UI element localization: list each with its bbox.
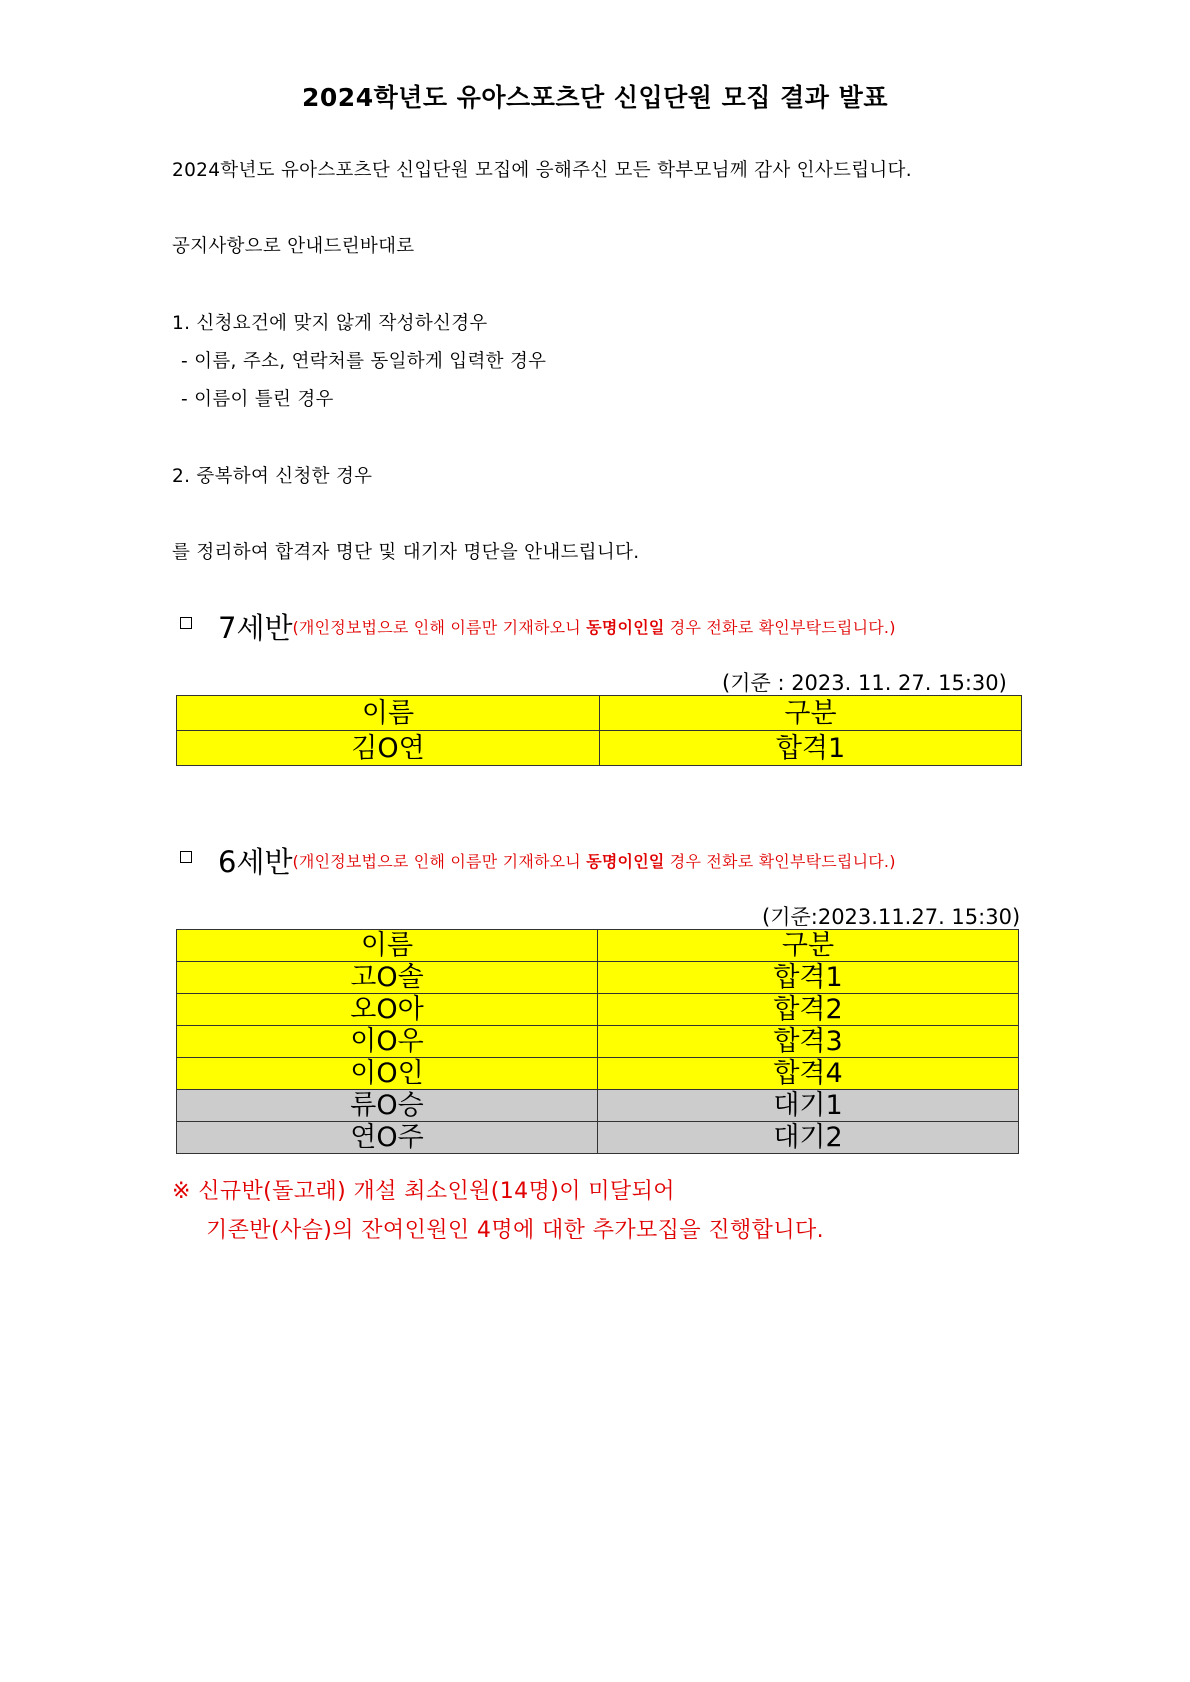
- square-bullet-icon: [180, 851, 192, 863]
- table-header-row: [177, 930, 1019, 962]
- table-row: [177, 1122, 1019, 1154]
- row-name: 연O주: [177, 1122, 598, 1154]
- criteria-item-1-sub-2: - 이름이 틀린 경우: [181, 389, 334, 410]
- privacy-note: (개인정보법으로 인해 이름만 기재하오니 동명이인일 경우 전화로 확인부탁드립니다.): [292, 618, 896, 637]
- square-bullet-icon: [180, 617, 192, 629]
- row-status: 합격1: [600, 731, 1022, 766]
- header-status: 구분: [598, 930, 1019, 962]
- row-name: 이O우: [177, 1026, 598, 1058]
- intro-text: 2024학년도 유아스포츠단 신입단원 모집에 응해주신 모든 학부모님께 감사 인사드립니다.: [172, 160, 912, 181]
- table-row: [177, 962, 1019, 994]
- section-label: 7세반: [218, 611, 293, 645]
- privacy-note: (개인정보법으로 인해 이름만 기재하오니 동명이인일 경우 전화로 확인부탁드립니다.): [292, 852, 896, 871]
- table-row: [177, 1090, 1019, 1122]
- table-row: [177, 1026, 1019, 1058]
- criteria-item-1-sub-1: - 이름, 주소, 연락처를 동일하게 입력한 경우: [181, 351, 547, 372]
- notice-text: 공지사항으로 안내드린바대로: [172, 236, 415, 257]
- result-table-6: [176, 929, 1019, 1154]
- row-name: 이O인: [177, 1058, 598, 1090]
- basis-date: (기준 : 2023. 11. 27. 15:30): [722, 671, 1007, 695]
- row-status: 합격2: [598, 994, 1019, 1026]
- row-status: 대기2: [598, 1122, 1019, 1154]
- closing-text: 를 정리하여 합격자 명단 및 대기자 명단을 안내드립니다.: [172, 542, 640, 563]
- header-status: 구분: [600, 696, 1022, 731]
- header-name: 이름: [177, 696, 600, 731]
- table-row: [177, 731, 1022, 766]
- row-status: 대기1: [598, 1090, 1019, 1122]
- section-header-6: [180, 840, 896, 881]
- basis-date: (기준:2023.11.27. 15:30): [762, 905, 1021, 929]
- criteria-item-1: 1. 신청요건에 맞지 않게 작성하신경우: [172, 313, 488, 334]
- table-row: [177, 994, 1019, 1026]
- header-name: 이름: [177, 930, 598, 962]
- row-status: 합격1: [598, 962, 1019, 994]
- result-table-7: [176, 695, 1022, 766]
- row-name: 류O승: [177, 1090, 598, 1122]
- row-name: 고O솔: [177, 962, 598, 994]
- footnote-line-2: 기존반(사슴)의 잔여인원인 4명에 대한 추가모집을 진행합니다.: [206, 1218, 825, 1243]
- row-status: 합격4: [598, 1058, 1019, 1090]
- row-name: 김O연: [177, 731, 600, 766]
- section-label: 6세반: [218, 845, 293, 879]
- footnote-line-1: ※ 신규반(돌고래) 개설 최소인원(14명)이 미달되어: [172, 1179, 675, 1204]
- row-status: 합격3: [598, 1026, 1019, 1058]
- table-row: [177, 1058, 1019, 1090]
- criteria-item-2: 2. 중복하여 신청한 경우: [172, 466, 373, 487]
- section-header-7: [180, 606, 896, 647]
- table-header-row: [177, 696, 1022, 731]
- row-name: 오O아: [177, 994, 598, 1026]
- page-title: 2024학년도 유아스포츠단 신입단원 모집 결과 발표: [302, 83, 888, 112]
